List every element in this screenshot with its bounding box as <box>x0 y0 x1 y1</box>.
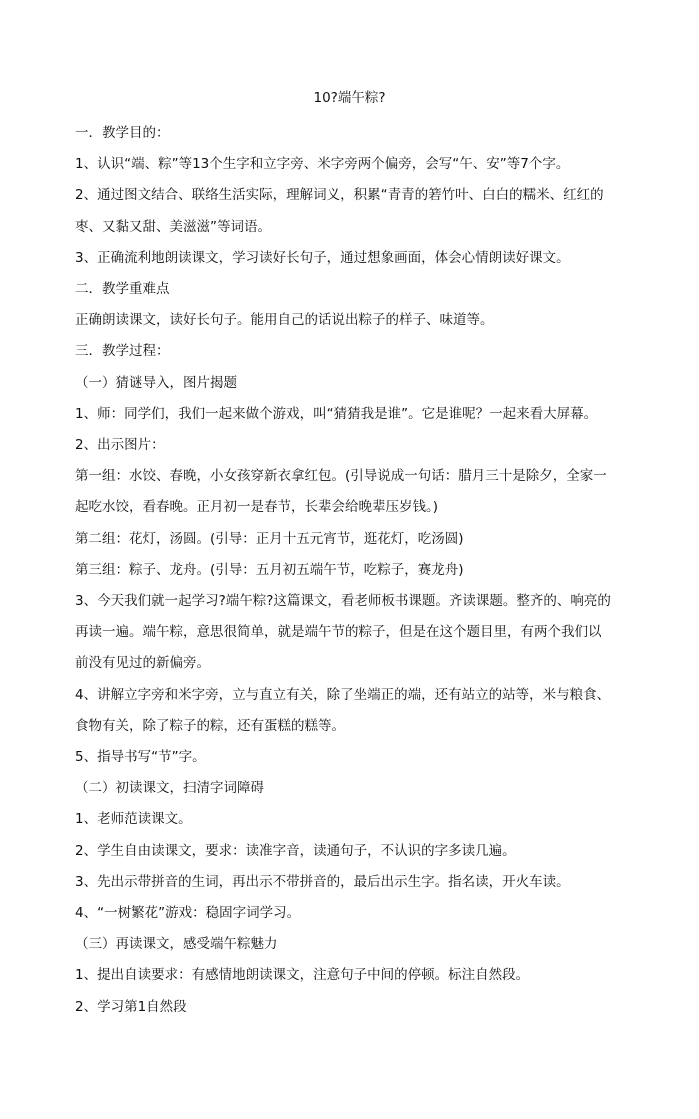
text-line: 1、提出自读要求：有感情地朗读课文，注意句子中间的停顿。标注自然段。 <box>75 967 530 984</box>
text-line: 3、正确流利地朗读课文，学习读好长句子，通过想象画面，体会心情朗读好课文。 <box>75 249 570 266</box>
text-line: 3、今天我们就一起学习?端午粽?这篇课文，看老师板书课题。齐读课题。整齐的、响亮的 <box>75 593 611 610</box>
text-line: 前没有见过的新偏旁。 <box>75 655 210 672</box>
text-line: 2、出示图片： <box>75 437 165 454</box>
text-line: 二．教学重难点 <box>75 281 170 298</box>
text-line: （三）再读课文，感受端午粽魅力 <box>75 936 278 953</box>
text-line: （二）初读课文，扫清字词障碍 <box>75 780 264 797</box>
text-line: 4、“一树繁花”游戏：稳固字词学习。 <box>75 905 301 922</box>
text-line: 第三组：粽子、龙舟。(引导：五月初五端午节，吃粽子，赛龙舟) <box>75 561 464 578</box>
text-line: 2、通过图文结合、联络生活实际，理解词义，积累“青青的箬竹叶、白白的糯米、红红的 <box>75 187 604 204</box>
text-line: 枣、又黏又甜、美滋滋”等词语。 <box>75 218 271 235</box>
text-line: 三．教学过程： <box>75 343 170 360</box>
text-line: 5、指导书写“节”字。 <box>75 749 206 766</box>
document-body <box>75 118 635 1023</box>
text-line: 1、老师范读课文。 <box>75 811 192 828</box>
text-line: 正确朗读课文，读好长句子。能用自己的话说出粽子的样子、味道等。 <box>75 312 494 329</box>
text-line: 3、先出示带拼音的生词，再出示不带拼音的，最后出示生字。指名读，开火车读。 <box>75 873 570 890</box>
text-line: 食物有关，除了粽子的粽，还有蛋糕的糕等。 <box>75 717 345 734</box>
text-line: 2、学生自由读课文，要求：读准字音，读通句子，不认识的字多读几遍。 <box>75 842 516 859</box>
text-line: （一）猜谜导入，图片揭题 <box>75 374 237 391</box>
text-line: 2、学习第1自然段 <box>75 998 187 1015</box>
text-line: 起吃水饺，看春晚。正月初一是春节，长辈会给晚辈压岁钱。) <box>75 499 439 516</box>
text-line: 1、认识“端、粽”等13个生字和立字旁、米字旁两个偏旁，会写“午、安”等7个字。 <box>75 156 570 173</box>
text-line: 再读一遍。端午粽，意思很简单，就是端午节的粽子，但是在这个题目里，有两个我们以 <box>75 624 602 641</box>
text-line: 4、讲解立字旁和米字旁，立与直立有关，除了坐端正的端，还有站立的站等，米与粮食、 <box>75 686 611 703</box>
text-line: 1、师：同学们，我们一起来做个游戏，叫“猜猜我是谁”。它是谁呢？一起来看大屏幕。 <box>75 405 598 422</box>
text-line: 第一组：水饺、春晚，小女孩穿新衣拿红包。(引导说成一句话：腊月三十是除夕，全家一 <box>75 468 607 485</box>
text-line: 一．教学目的： <box>75 125 170 141</box>
document-title: 10?端午粽? <box>313 90 386 106</box>
text-line: 第二组：花灯，汤圆。(引导：正月十五元宵节，逛花灯，吃汤圆) <box>75 530 464 547</box>
